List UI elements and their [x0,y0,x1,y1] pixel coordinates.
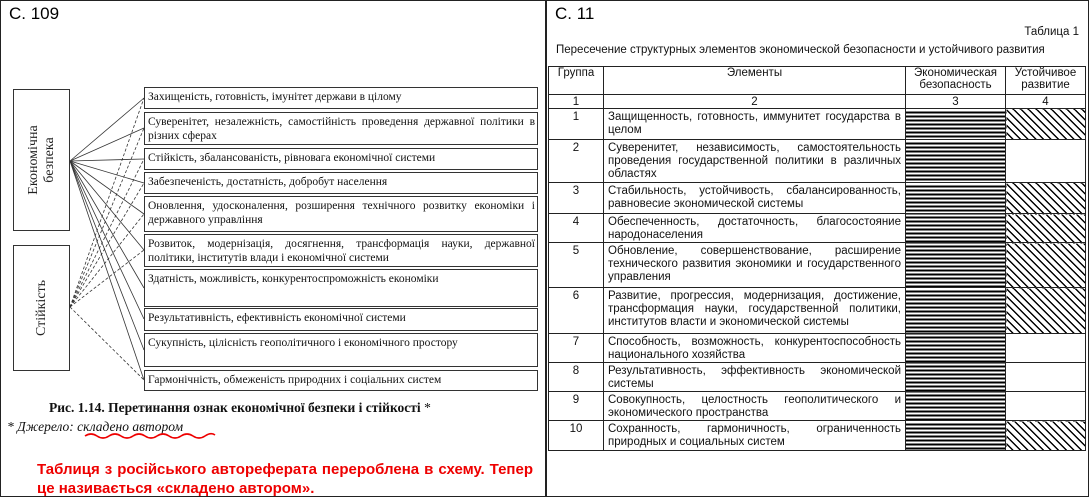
figure-caption: Рис. 1.14. Перетинання ознак економічної безпеки і стійкості * [49,400,431,415]
page-label: С. 109 [9,4,60,23]
connector-line [70,161,144,380]
group-number: 10 [549,421,604,451]
connector-line [70,128,144,161]
economic-security-box [13,89,70,231]
abstract-page-panel [546,0,1089,497]
sustainable-development-cell [1006,183,1086,214]
element-text: Обеспеченность, достаточность, благосостояние народонаселения [604,214,906,243]
header-group: Группа [549,67,604,95]
element-text: Сохранность, гармоничность, ограниченность природных и социальных систем [604,421,906,451]
connector-line [70,161,144,250]
sustainability-label: Стійкість [33,279,49,337]
connector-line [70,159,144,307]
sustainable-development-cell [1006,214,1086,243]
economic-security-cell [906,214,1006,243]
sustainable-development-cell [1006,363,1086,392]
economic-security-cell [906,109,1006,140]
connector-line [70,250,144,307]
connector-line [70,214,144,307]
red-underline-icon [83,431,223,443]
connector-line [70,159,144,161]
economic-security-cell [906,363,1006,392]
sustainable-development-cell [1006,334,1086,363]
column-number: 3 [906,95,1006,109]
group-number: 9 [549,392,604,421]
group-number: 7 [549,334,604,363]
table-number: Таблица 1 [1024,26,1079,38]
economic-security-label: Економічна безпека [25,125,57,195]
table-row [549,109,1086,140]
scheme-item: Забезпеченість, достатність, добробут населення [144,172,538,194]
group-number: 2 [549,140,604,183]
table-row [549,334,1086,363]
header-elements: Элементы [604,67,906,95]
connector-line [70,128,144,307]
sustainable-development-cell [1006,288,1086,334]
table-row [549,214,1086,243]
column-number: 1 [549,95,604,109]
intersection-table [548,66,1086,451]
element-text: Обновление, совершенствование, расширение технического развития экономики и государственного управления [604,243,906,288]
sustainable-development-cell [1006,140,1086,183]
table-body [549,109,1086,451]
connector-line [70,161,144,319]
table-title: Пересечение структурных элементов экономической безопасности и устойчивого развития [556,44,1045,56]
element-text: Развитие, прогрессия, модернизация, достижение, трансформация науки, государственной политики, институтов власти и экономической системы [604,288,906,334]
element-text: Защищенность, готовность, иммунитет государства в целом [604,109,906,140]
scheme-item: Здатність, можливість, конкурентоспроможність економіки [144,269,538,307]
connector-line [70,98,144,161]
scheme-item: Захищеність, готовність, імунітет держави в цілому [144,87,538,109]
scheme-item: Результативність, ефективність економічної системи [144,308,538,331]
dissertation-page-panel [0,0,546,497]
economic-security-cell [906,334,1006,363]
scheme-item: Гармонічність, обмеженість природних і соціальних систем [144,370,538,391]
page-label: С. 11 [555,4,595,23]
sustainability-box [13,245,70,371]
sustainable-development-cell [1006,421,1086,451]
element-text: Стабильность, устойчивость, сбалансированность, равновесие экономической системы [604,183,906,214]
element-text: Результативность, эффективность экономической системы [604,363,906,392]
group-number: 6 [549,288,604,334]
economic-security-cell [906,392,1006,421]
scheme-item: Сукупність, цілісність геополітичного і економічного простору [144,333,538,367]
table-row [549,421,1086,451]
sustainable-development-cell [1006,243,1086,288]
table-row [549,243,1086,288]
connector-line [70,161,144,350]
economic-security-cell [906,183,1006,214]
sustainable-development-cell [1006,392,1086,421]
table-row [549,392,1086,421]
column-number: 4 [1006,95,1086,109]
annotation-note: Таблиця з російського автореферата перероблена в схему. Тепер це називається «складено автором». [37,461,533,497]
group-number: 5 [549,243,604,288]
scheme-item: Стійкість, збалансованість, рівновага економічної системи [144,148,538,170]
table-row [549,363,1086,392]
table-row [549,183,1086,214]
economic-security-cell [906,140,1006,183]
sustainable-development-cell [1006,109,1086,140]
table-row [549,140,1086,183]
scheme-item: Оновлення, удосконалення, розширення технічного розвитку економіки і державного управління [144,196,538,232]
economic-security-cell [906,243,1006,288]
element-text: Совокупность, целостность геополитического и экономического пространства [604,392,906,421]
economic-security-cell [906,288,1006,334]
group-number: 8 [549,363,604,392]
table-row [549,288,1086,334]
column-number: 2 [604,95,906,109]
group-number: 3 [549,183,604,214]
group-number: 1 [549,109,604,140]
scheme-item: Розвиток, модернізація, досягнення, трансформація науки, державної політики, інститутів влади і економічної системи [144,234,538,267]
group-number: 4 [549,214,604,243]
element-text: Суверенитет, независимость, самостоятельность проведения государственной политики в различных областях [604,140,906,183]
scheme-item: Суверенітет, незалежність, самостійність проведення державної політики в різних сферах [144,112,538,145]
source-line: * Джерело: складено автором [7,419,184,434]
source-highlight: складено автором [77,419,184,434]
header-sustainable-development: Устойчивое развитие [1006,67,1086,95]
economic-security-cell [906,421,1006,451]
element-text: Способность, возможность, конкурентоспособность национального хозяйства [604,334,906,363]
header-economic-security: Экономическая безопасность [906,67,1006,95]
connector-line [70,307,144,380]
